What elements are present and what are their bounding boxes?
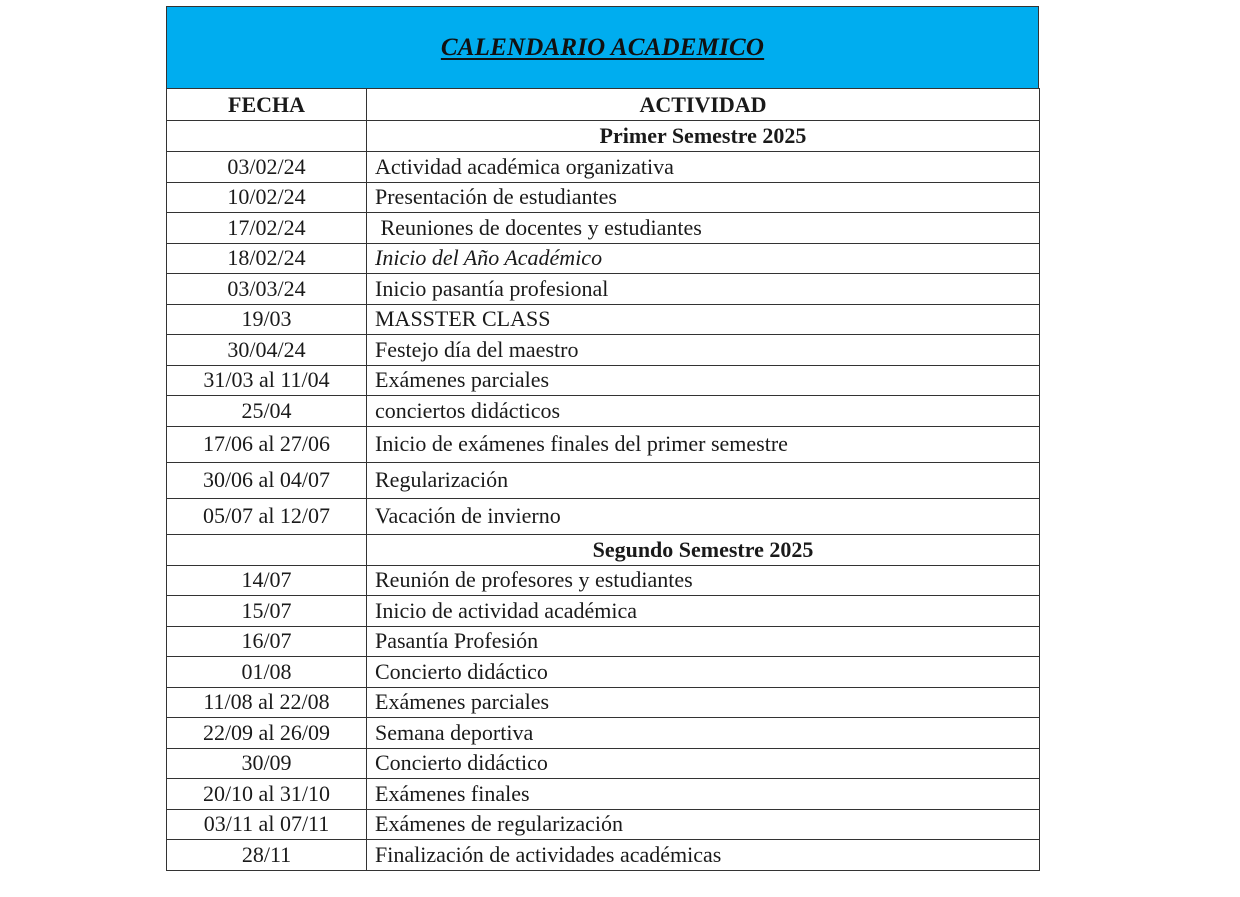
calendar-table (166, 88, 1040, 871)
table-row (167, 565, 1040, 596)
row-date: 30/04/24 (167, 335, 367, 366)
row-date: 01/08 (167, 657, 367, 688)
table-row (167, 365, 1040, 396)
row-date: 05/07 al 12/07 (167, 498, 367, 534)
table-row (167, 748, 1040, 779)
row-date: 10/02/24 (167, 182, 367, 213)
table-row (167, 335, 1040, 366)
row-activity: Exámenes parciales (367, 687, 1040, 718)
table-row (167, 498, 1040, 534)
row-activity: Inicio de exámenes finales del primer semestre (367, 426, 1040, 462)
table-row (167, 657, 1040, 688)
row-date: 31/03 al 11/04 (167, 365, 367, 396)
row-date: 25/04 (167, 396, 367, 427)
row-date: 19/03 (167, 304, 367, 335)
table-row (167, 213, 1040, 244)
row-activity: Pasantía Profesión (367, 626, 1040, 657)
header-row (167, 89, 1040, 121)
row-activity: Exámenes de regularización (367, 809, 1040, 840)
table-row (167, 718, 1040, 749)
row-date: 03/11 al 07/11 (167, 809, 367, 840)
table-row (167, 626, 1040, 657)
semester-label-second: Segundo Semestre 2025 (367, 534, 1040, 565)
row-date: 17/02/24 (167, 213, 367, 244)
row-date: 28/11 (167, 840, 367, 871)
row-date: 14/07 (167, 565, 367, 596)
table-row (167, 304, 1040, 335)
row-activity: Regularización (367, 462, 1040, 498)
table-row (167, 840, 1040, 871)
row-activity: Inicio pasantía profesional (367, 274, 1040, 305)
row-activity: Inicio del Año Académico (367, 243, 1040, 274)
row-activity: Vacación de invierno (367, 498, 1040, 534)
table-row (167, 426, 1040, 462)
row-activity: Inicio de actividad académica (367, 596, 1040, 627)
row-activity: conciertos didácticos (367, 396, 1040, 427)
table-row (167, 274, 1040, 305)
table-row (167, 396, 1040, 427)
row-activity: Concierto didáctico (367, 748, 1040, 779)
row-date: 11/08 al 22/08 (167, 687, 367, 718)
row-date: 30/06 al 04/07 (167, 462, 367, 498)
table-row (167, 152, 1040, 183)
academic-calendar (166, 6, 1039, 871)
title-band (166, 6, 1039, 88)
table-row (167, 596, 1040, 627)
row-date: 17/06 al 27/06 (167, 426, 367, 462)
semester-label-first: Primer Semestre 2025 (367, 121, 1040, 152)
table-row (167, 779, 1040, 810)
row-activity: Concierto didáctico (367, 657, 1040, 688)
row-activity: Actividad académica organizativa (367, 152, 1040, 183)
table-row (167, 243, 1040, 274)
table-row (167, 687, 1040, 718)
row-activity: Exámenes parciales (367, 365, 1040, 396)
date-column-header: FECHA (167, 89, 367, 121)
semester-row-first (167, 121, 1040, 152)
row-date: 03/03/24 (167, 274, 367, 305)
table-row (167, 462, 1040, 498)
semester-row-second (167, 534, 1040, 565)
row-activity: Reuniones de docentes y estudiantes (367, 213, 1040, 244)
semester-empty-cell (167, 534, 367, 565)
row-date: 30/09 (167, 748, 367, 779)
semester-empty-cell (167, 121, 367, 152)
row-date: 22/09 al 26/09 (167, 718, 367, 749)
row-date: 16/07 (167, 626, 367, 657)
row-date: 03/02/24 (167, 152, 367, 183)
row-date: 20/10 al 31/10 (167, 779, 367, 810)
row-activity: MASSTER CLASS (367, 304, 1040, 335)
row-activity: Reunión de profesores y estudiantes (367, 565, 1040, 596)
row-activity: Exámenes finales (367, 779, 1040, 810)
table-row (167, 809, 1040, 840)
row-activity: Presentación de estudiantes (367, 182, 1040, 213)
row-activity: Semana deportiva (367, 718, 1040, 749)
row-activity: Festejo día del maestro (367, 335, 1040, 366)
row-activity: Finalización de actividades académicas (367, 840, 1040, 871)
calendar-title: CALENDARIO ACADEMICO (440, 33, 765, 61)
row-date: 15/07 (167, 596, 367, 627)
table-row (167, 182, 1040, 213)
row-date: 18/02/24 (167, 243, 367, 274)
activity-column-header: ACTIVIDAD (367, 89, 1040, 121)
